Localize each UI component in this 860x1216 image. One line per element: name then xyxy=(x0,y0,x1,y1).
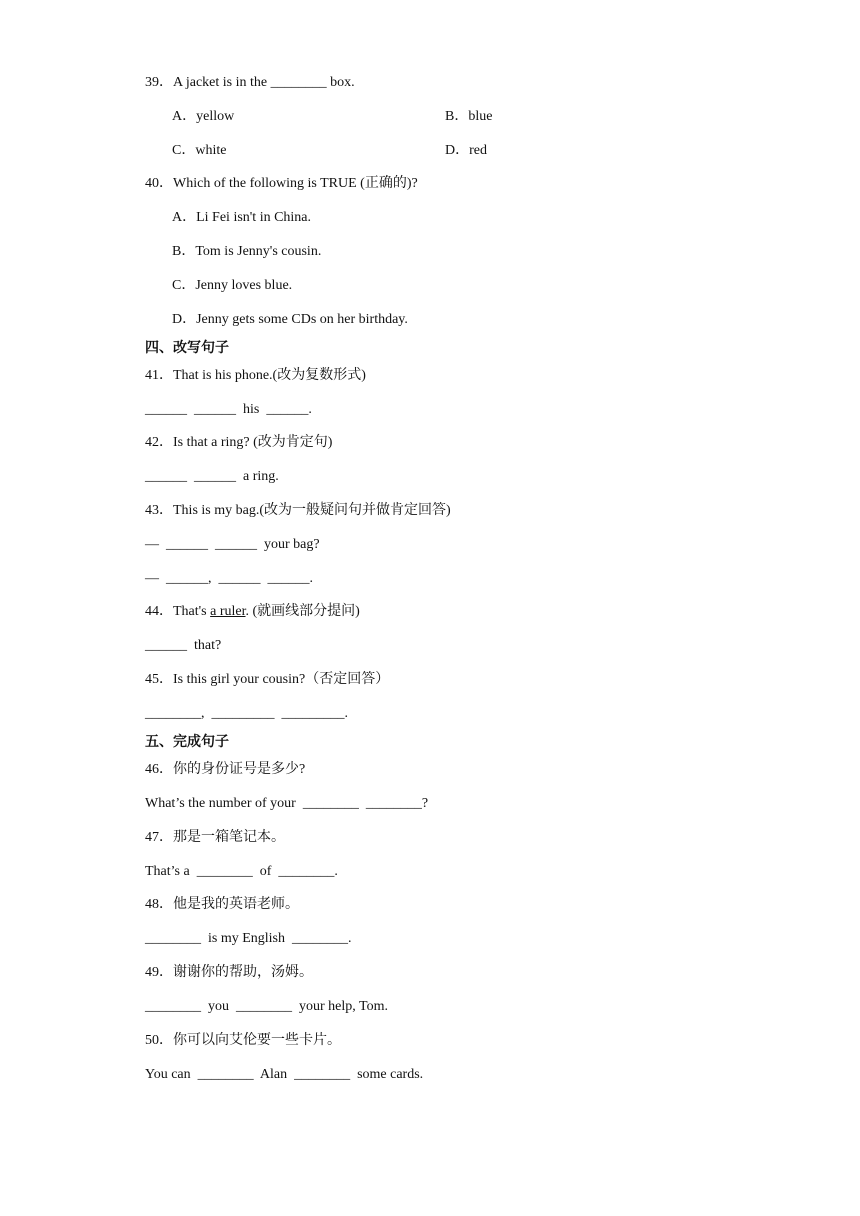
question-49-answer: ________ you ________ your help, Tom. xyxy=(145,999,388,1014)
question-46-stem: 46．你的身份证号是多少? xyxy=(145,762,306,777)
question-44-stem-end: . (就画线部分提问) xyxy=(245,604,360,619)
question-44-underlined-phrase: a ruler xyxy=(210,604,246,619)
question-46-answer: What’s the number of your ________ ________? xyxy=(145,796,429,811)
question-39-option-a: A．yellow xyxy=(172,109,235,124)
question-45-answer: ________, _________ _________. xyxy=(145,706,348,721)
question-41-stem: 41．That is his phone.(改为复数形式) xyxy=(145,368,366,383)
question-48-answer: ________ is my English ________. xyxy=(145,931,352,946)
question-44-stem xyxy=(145,603,360,621)
question-44-stem-start: 44．That's xyxy=(145,604,211,619)
question-43-stem: 43．This is my bag.(改为一般疑问句并做肯定回答) xyxy=(145,503,451,518)
question-44-answer: ______ that? xyxy=(145,638,222,653)
section-4-title: 四、改写句子 xyxy=(145,340,229,356)
question-40-option-d: D．Jenny gets some CDs on her birthday. xyxy=(172,312,408,327)
question-42-answer: ______ ______ a ring. xyxy=(145,469,279,484)
question-45-stem: 45．Is this girl your cousin?（否定回答） xyxy=(145,672,390,687)
question-50-answer: You can ________ Alan ________ some cards. xyxy=(145,1067,424,1082)
question-40-option-b: B．Tom is Jenny's cousin. xyxy=(172,244,322,259)
section-5-title: 五、完成句子 xyxy=(145,734,229,750)
question-39-option-b: B．blue xyxy=(445,109,493,124)
question-43-answer-question: — ______ ______ your bag? xyxy=(145,537,320,552)
question-50-stem: 50．你可以向艾伦要一些卡片。 xyxy=(145,1033,341,1048)
question-39-option-d: D．red xyxy=(445,143,487,158)
question-49-stem: 49．谢谢你的帮助，汤姆。 xyxy=(145,965,313,980)
question-40-option-c: C．Jenny loves blue. xyxy=(172,278,293,293)
question-41-answer: ______ ______ his ______. xyxy=(145,402,312,417)
question-48-stem: 48．他是我的英语老师。 xyxy=(145,897,299,912)
question-47-stem: 47．那是一箱笔记本。 xyxy=(145,830,285,845)
question-40-option-a: A．Li Fei isn't in China. xyxy=(172,210,312,225)
question-42-stem: 42．Is that a ring? (改为肯定句) xyxy=(145,435,333,450)
question-39-option-c: C．white xyxy=(172,143,227,158)
question-39-stem: 39．A jacket is in the ________ box. xyxy=(145,75,355,90)
question-43-answer-response: — ______, ______ ______. xyxy=(145,571,313,586)
question-40-stem: 40．Which of the following is TRUE (正确的)? xyxy=(145,176,418,191)
question-47-answer: That’s a ________ of ________. xyxy=(145,864,338,879)
